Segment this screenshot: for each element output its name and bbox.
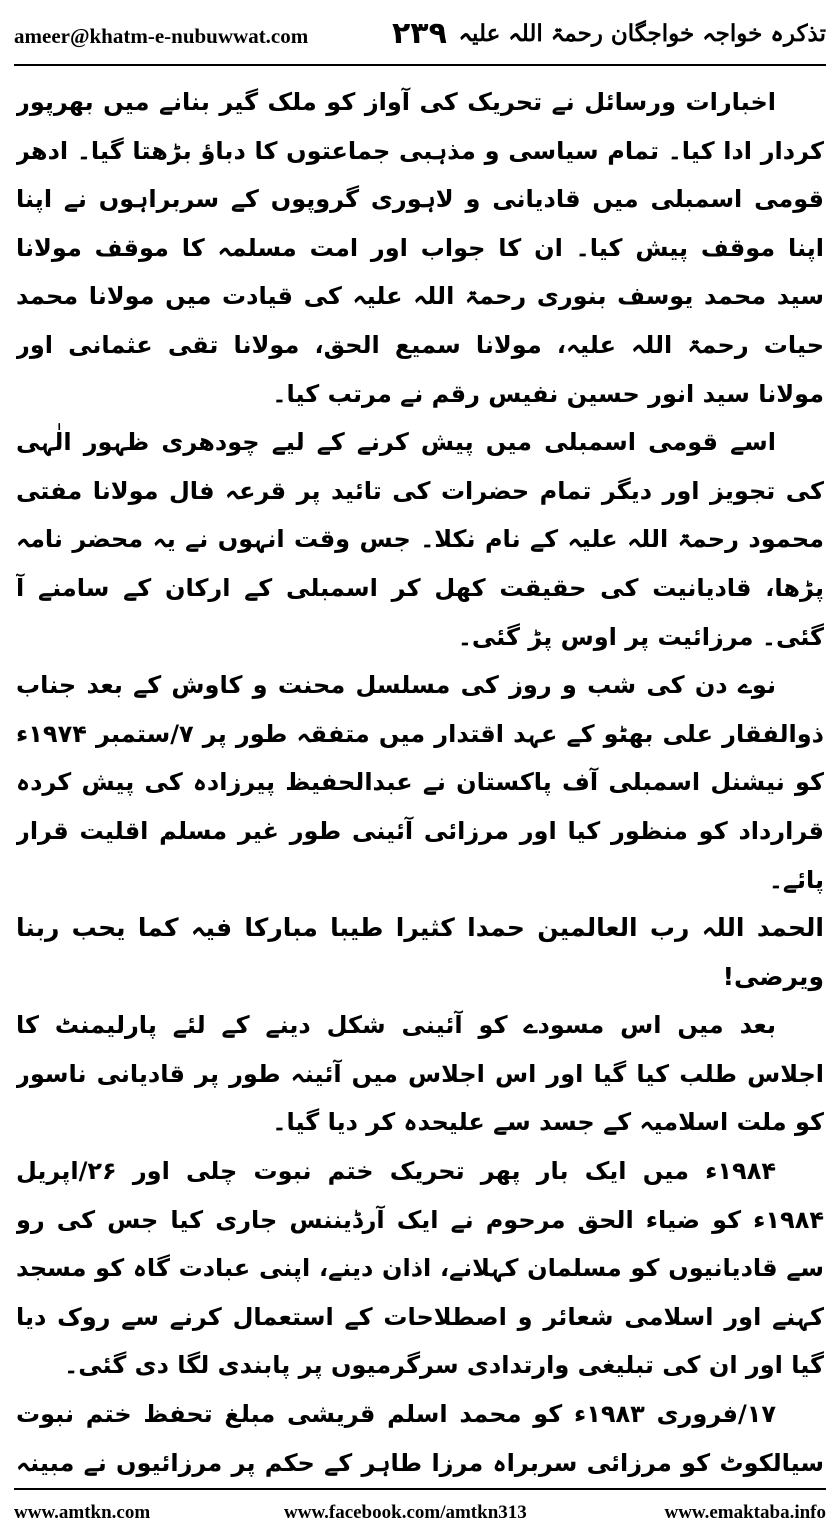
footer-link-amtkn[interactable]: www.amtkn.com [14, 1502, 151, 1523]
header-divider [14, 64, 826, 66]
footer-link-facebook[interactable]: www.facebook.com/amtkn313 [284, 1502, 527, 1523]
book-title: تذکرہ خواجہ خواجگان رحمۃ اللہ علیہ [458, 20, 826, 47]
page-number: ۲۳۹ [392, 16, 447, 51]
paragraph-3: نوے دن کی شب و روز کی مسلسل محنت و کاوش کے بعد جناب ذوالفقار علی بھٹو کے عہد اقتدار میں متفقہ طور پر ۷/ستمبر ۱۹۷۴ء کو نیشنل اسمبلی آف پاکستان نے عبدالحفیظ پیرزادہ کی پیش کردہ قرارداد کو منظور کیا اور مرزائی آئینی طور غیر مسلم اقلیت قرار پائے۔ [16, 671, 824, 894]
footer-link-emaktaba[interactable]: www.emaktaba.info [664, 1502, 826, 1523]
header-email: ameer@khatm-e-nubuwwat.com [14, 24, 309, 48]
paragraph-2: اسے قومی اسمبلی میں پیش کرنے کے لیے چودھری ظہور الٰہی کی تجویز اور دیگر تمام حضرات کی تائید پر قرعہ فال مولانا مفتی محمود رحمۃ اللہ علیہ کے نام نکلا۔ جس وقت انہوں نے یہ محضر نامہ پڑھا، قادیانیت کی حقیقت کھل کر اسمبلی کے ارکان کے سامنے آ گئی۔ مرزائیت پر اوس پڑ گئی۔ [16, 428, 824, 651]
page-body [16, 78, 824, 1478]
paragraph-5: ۱۹۸۴ء میں ایک بار پھر تحریک ختم نبوت چلی اور ۲۶/اپریل ۱۹۸۴ء کو ضیاء الحق مرحوم نے ایک آرڈیننس جاری کیا جس کی رو سے قادیانیوں کو مسلمان کہلانے، اذان دینے، اپنی عبادت گاہ کو مسجد کہنے اور اسلامی شعائر و اصطلاحات کے استعمال کرنے سے روک دیا گیا اور ان کی تبلیغی وارتدادی سرگرمیوں پر پابندی لگا دی گئی۔ [16, 1157, 824, 1380]
page-footer [14, 1498, 826, 1528]
paragraph-6: ۱۷/فروری ۱۹۸۳ء کو محمد اسلم قریشی مبلغ تحفظ ختم نبوت سیالکوٹ کو مرزائی سربراہ مرزا طاہر کے حکم پر مرزائیوں نے مبینہ [16, 1400, 824, 1477]
paragraph-4: بعد میں اس مسودے کو آئینی شکل دینے کے لئے پارلیمنٹ کا اجلاس طلب کیا گیا اور اس اجلاس میں آئینہ طور پر قادیانی ناسور کو ملت اسلامیہ کے جسد سے علیحدہ کر دیا گیا۔ [16, 1011, 824, 1137]
arabic-doxology: الحمد اللہ رب العالمین حمدا کثیرا طیبا مبارکا فیہ کما یحب ربنا ویرضی! [16, 913, 824, 991]
footer-divider [14, 1488, 826, 1490]
page-header [14, 18, 826, 58]
paragraph-1: اخبارات ورسائل نے تحریک کی آواز کو ملک گیر بنانے میں بھرپور کردار ادا کیا۔ تمام سیاسی و مذہبی جماعتوں کا دباؤ بڑھتا گیا۔ ادھر قومی اسمبلی میں قادیانی و لاہوری گروپوں کے سربراہوں نے اپنا اپنا موقف پیش کیا۔ ان کا جواب اور امت مسلمہ کا موقف مولانا سید محمد یوسف بنوری رحمۃ اللہ علیہ کی قیادت میں مولانا محمد حیات رحمۃ اللہ علیہ، مولانا سمیع الحق، مولانا تقی عثمانی اور مولانا سید انور حسین نفیس رقم نے مرتب کیا۔ [16, 88, 824, 408]
